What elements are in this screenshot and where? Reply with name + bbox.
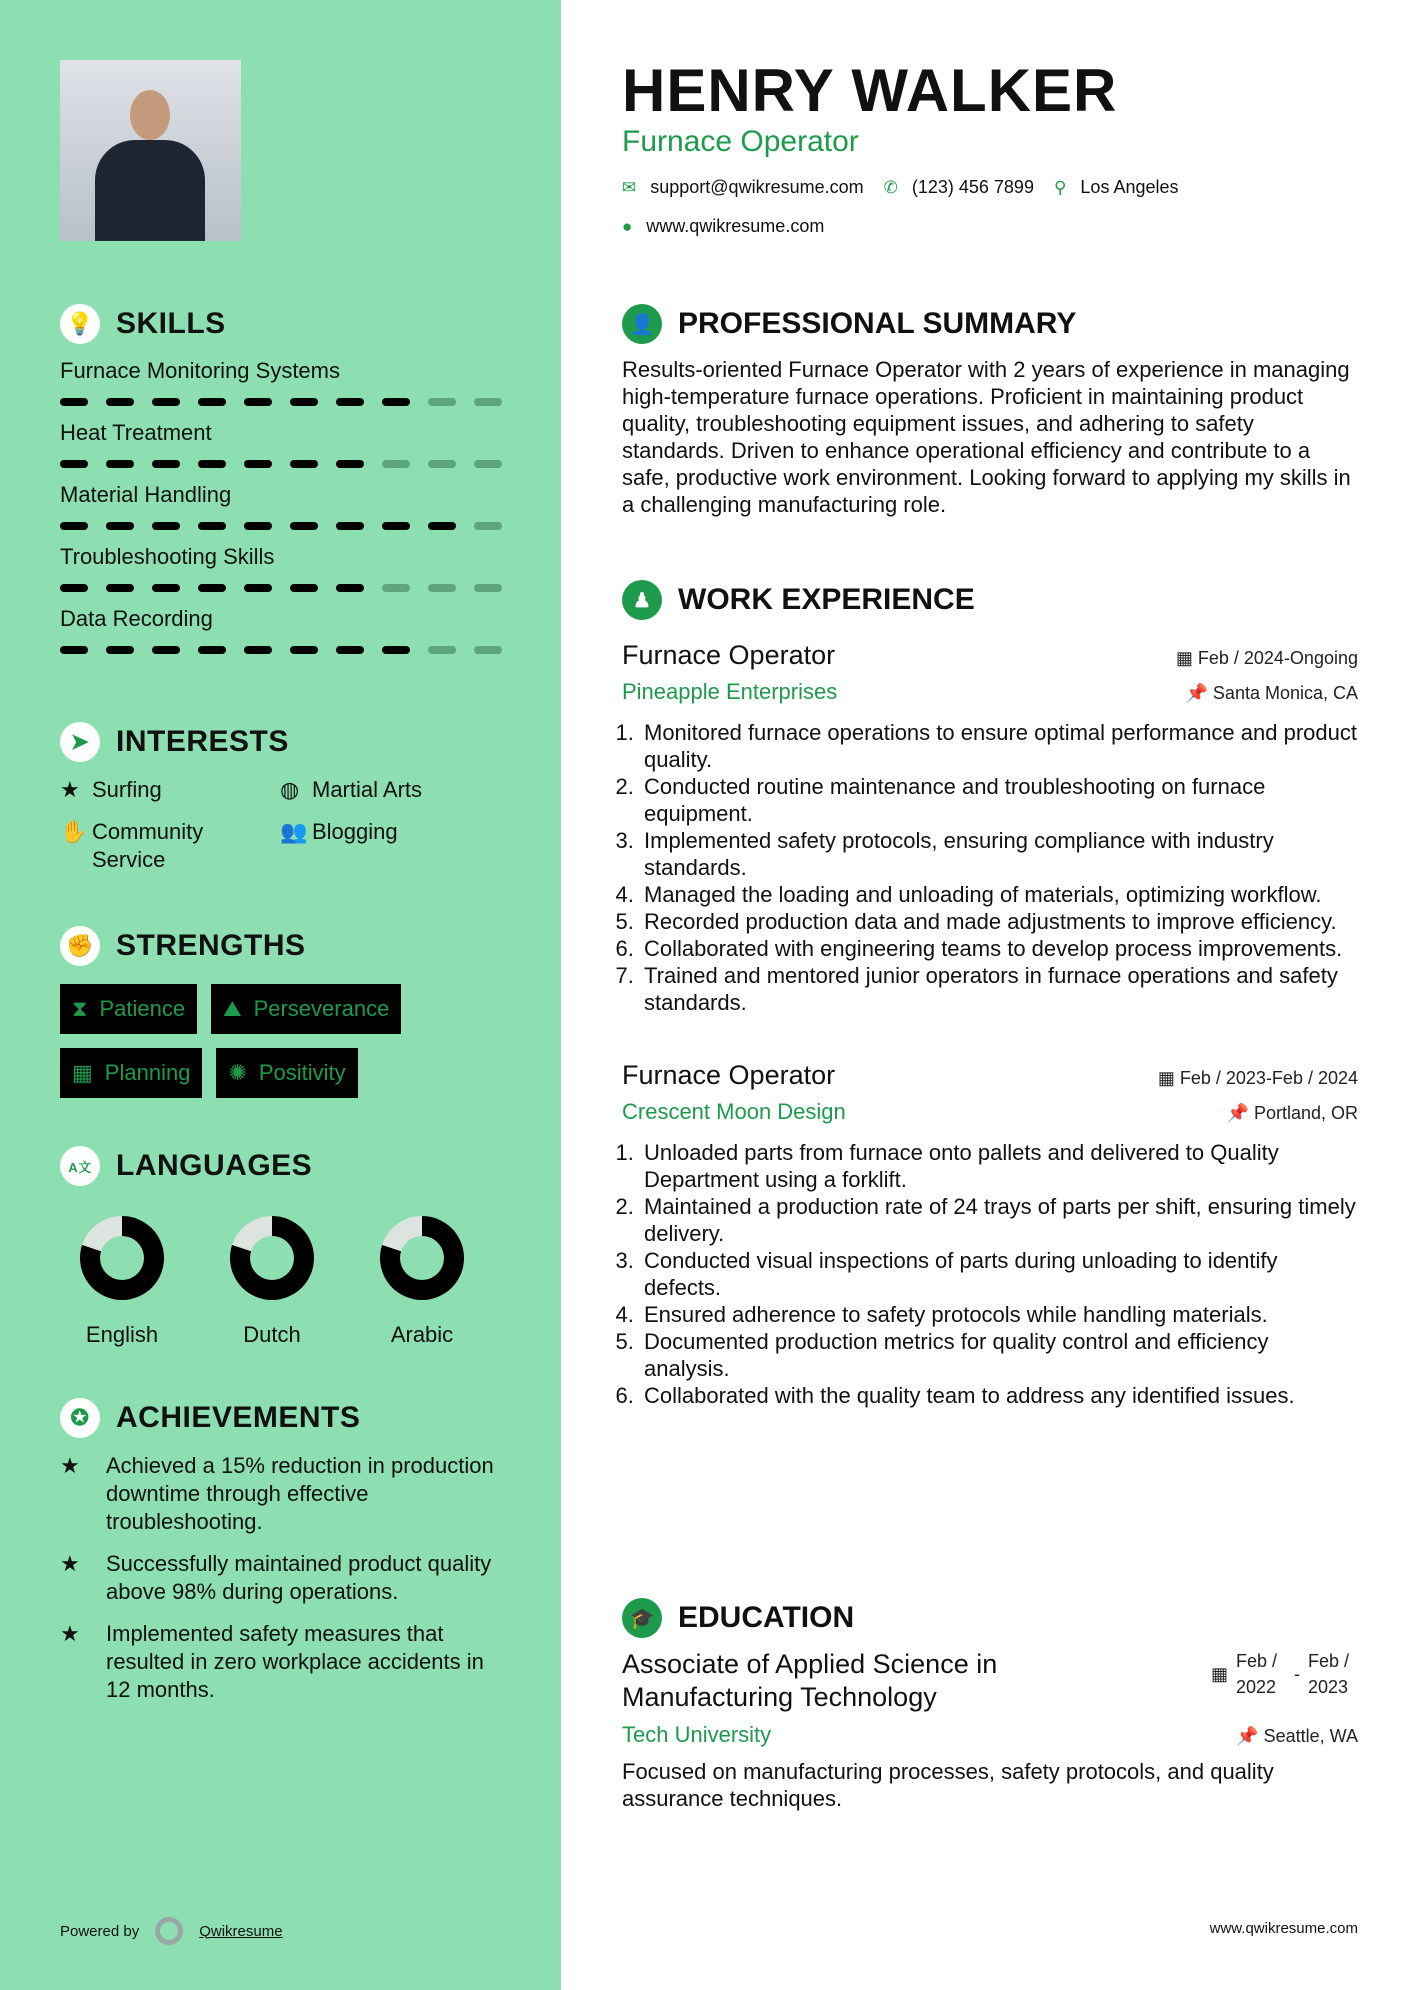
job-bullet: 1. Unloaded parts from furnace onto pallets and delivered to Quality Department using a forklift. [640,1139,1358,1193]
skill-dash [244,398,272,406]
job-dates: Feb / 2023-Feb / 2024 [1179,1068,1358,1088]
interest-item [280,818,500,874]
job-bullets [622,719,1358,1016]
languages-heading: LANGUAGES [116,1149,313,1182]
achievement-text: Implemented safety measures that resulted in zero workplace accidents in 12 months. [106,1621,484,1702]
language-icon: A文 [60,1146,100,1186]
skill-dash [152,398,180,406]
interest-label: Community Service [92,819,204,872]
skill-level-bar [60,584,502,592]
skills-section [60,304,502,654]
strengths-section [60,926,480,1098]
graduation-icon: 🎓 [622,1598,662,1638]
header [622,56,1358,237]
users-icon: 👥 [280,819,308,844]
skill-dash [336,522,364,530]
calendar-icon: ▦ [1157,1068,1180,1088]
skill-dash [428,522,456,530]
location-pin-icon: ⚲ [1053,177,1067,197]
job-dates: Feb / 2024-Ongoing [1197,648,1358,668]
strength-label: Perseverance [253,996,390,1021]
job-bullet: 2. Conducted routine maintenance and troubleshooting on furnace equipment. [640,773,1358,827]
skill-dash [106,522,134,530]
skill-dash [474,646,502,654]
achievements-heading: ACHIEVEMENTS [116,1401,361,1434]
phone: (123) 456 7899 [911,177,1034,197]
star-badge-icon: ✪ [60,1398,100,1438]
skill-dash [106,584,134,592]
skill-dash [106,646,134,654]
achievement-item [60,1452,500,1536]
strength-label: Patience [99,996,186,1021]
language-item [78,1216,166,1348]
skill-name: Data Recording [60,606,213,631]
skill-dash [336,460,364,468]
skill-level-bar [60,460,502,468]
hand-icon: ✋ [60,819,88,844]
skill-dash [244,522,272,530]
interest-label: Blogging [312,819,398,844]
road-icon: ⛰ [223,996,242,1021]
company-name: Crescent Moon Design [622,1099,846,1124]
summary-heading: PROFESSIONAL SUMMARY [678,307,1077,340]
language-item [378,1216,466,1348]
pin-icon: 📌 [1226,1103,1254,1123]
sidebar [0,0,561,1990]
job-bullet: 5. Documented production metrics for quality control and efficiency analysis. [640,1328,1358,1382]
experience-section [622,580,1358,1409]
skill-dash [152,522,180,530]
email[interactable]: support@qwikresume.com [650,177,864,197]
sun-icon: ✺ [228,1060,247,1085]
achievements-section [60,1398,500,1704]
globe-icon: ● [622,216,633,236]
pin-icon: 📌 [1236,1726,1259,1746]
language-level-donut [230,1216,314,1300]
education-heading: EDUCATION [678,1601,855,1634]
skill-name: Troubleshooting Skills [60,544,275,569]
skill-dash [428,460,456,468]
location: Los Angeles [1080,177,1179,197]
job-entry [622,1060,1358,1409]
powered-by-label: Powered by [60,1922,140,1940]
strength-label: Positivity [258,1060,346,1085]
education-text: Focused on manufacturing processes, safety protocols, and quality assurance techniques. [622,1759,1274,1811]
footer-website[interactable]: www.qwikresume.com [1209,1920,1358,1937]
briefcase-icon: ♟ [622,580,662,620]
skill-dash [198,522,226,530]
edu-location: Seattle, WA [1263,1726,1358,1746]
skill-dash [382,522,410,530]
job-bullet: 5. Recorded production data and made adjustments to improve efficiency. [640,908,1358,935]
qwikresume-link[interactable]: Qwikresume [199,1922,283,1940]
qwikresume-logo-icon [155,1917,183,1945]
job-bullets [622,1139,1358,1409]
company-name: Pineapple Enterprises [622,679,838,704]
star-icon: ★ [60,777,80,802]
skill-dash [382,460,410,468]
skill-dash [428,584,456,592]
calendar-icon: ▦ [72,1060,93,1085]
degree: Associate of Applied Science in Manufacturing Technology [622,1649,998,1712]
star-icon: ★ [60,1551,80,1576]
job-entry [622,640,1358,1016]
globe-icon: ◍ [280,777,300,802]
job-title: Furnace Operator [622,640,836,670]
strength-chip [60,1048,202,1098]
job-bullet: 6. Collaborated with engineering teams to develop process improvements. [640,935,1358,962]
job-bullet: 7. Trained and mentored junior operators in furnace operations and safety standards. [640,962,1358,1016]
skill-dash [474,522,502,530]
interests-section [60,722,500,874]
job-bullet: 6. Collaborated with the quality team to address any identified issues. [640,1382,1358,1409]
interest-label: Martial Arts [312,777,423,802]
interests-heading: INTERESTS [116,725,289,758]
skill-dash [198,460,226,468]
powered-by [60,1917,283,1945]
skills-heading: SKILLS [116,307,226,340]
skill-dash [428,398,456,406]
language-label: Dutch [243,1322,301,1347]
language-level-donut [80,1216,164,1300]
skill-name: Furnace Monitoring Systems [60,358,340,383]
language-level-donut [380,1216,464,1300]
skill-dash [474,398,502,406]
interest-item [280,776,500,804]
job-location: Portland, OR [1253,1103,1358,1123]
skill-dash [382,584,410,592]
website[interactable]: www.qwikresume.com [646,216,825,236]
skill-level-bar [60,646,502,654]
user-icon: 👤 [622,304,662,344]
language-label: Arabic [390,1322,454,1347]
skill-dash [244,460,272,468]
achievement-text: Achieved a 15% reduction in production downtime through effective troubleshooting. [106,1453,494,1534]
strengths-heading: STRENGTHS [116,929,306,962]
skill-dash [290,584,318,592]
skill-name: Material Handling [60,482,232,507]
candidate-name: HENRY WALKER [622,57,1118,124]
lightbulb-icon: 💡 [60,304,100,344]
skill-dash [60,460,88,468]
summary-section [622,304,1358,518]
calendar-icon: ▦ [1175,648,1198,668]
skill-dash [244,646,272,654]
skill-dash [60,522,88,530]
job-title: Furnace Operator [622,1060,836,1090]
job-bullet: 3. Conducted visual inspections of parts during unloading to identify defects. [640,1247,1358,1301]
skill-dash [198,584,226,592]
star-icon: ★ [60,1453,80,1478]
calendar-icon: ▦ [1210,1664,1228,1684]
skill-name: Heat Treatment [60,420,212,445]
edu-end: Feb / 2023 [1308,1651,1350,1697]
job-title: Furnace Operator [622,125,859,158]
skill-dash [152,584,180,592]
education-section: 🎓 EDUCATION Associate of Applied Science in Manufacturing Technology ▦ Feb / 2022 - Feb / 2023 Tech University 📌 Seattle, WA Focused on manufacturing processes, safety protocols, and quality assurance techniques. [622,1598,1358,1812]
profile-photo [60,60,241,241]
interest-item [60,818,280,874]
achievement-text: Successfully maintained product quality above 98% during operations. [106,1551,492,1604]
skill-dash [60,646,88,654]
edu-start: Feb / 2022 [1236,1651,1278,1697]
skill-dash [152,646,180,654]
paper-plane-icon: ➤ [60,722,100,762]
job-bullet: 2. Maintained a production rate of 24 trays of parts per shift, ensuring timely delivery. [640,1193,1358,1247]
skill-dash [244,584,272,592]
strength-chip [60,984,197,1034]
skill-dash [198,398,226,406]
job-bullet: 4. Managed the loading and unloading of materials, optimizing workflow. [640,881,1358,908]
job-location: Santa Monica, CA [1212,683,1358,703]
strength-chip [211,984,401,1034]
skill-dash [290,460,318,468]
school: Tech University [622,1722,772,1747]
skill-dash [336,646,364,654]
skill-dash [152,460,180,468]
skill-dash [290,398,318,406]
languages-section [60,1146,466,1348]
fist-icon: ✊ [60,926,100,966]
skill-level-bar [60,398,502,406]
interest-label: Surfing [92,777,162,802]
skill-level-bar [60,522,502,530]
skill-dash [474,460,502,468]
skill-dash [106,398,134,406]
strength-label: Planning [104,1060,191,1085]
skill-dash [106,460,134,468]
skill-dash [336,398,364,406]
skill-dash [198,646,226,654]
skill-dash [382,398,410,406]
hourglass-icon: ⧗ [72,996,88,1021]
skill-dash [290,646,318,654]
summary-text: Results-oriented Furnace Operator with 2 years of experience in managing high-temperature furnace operations. Proficient in maintaining product quality, troubleshooting equipment issues, and adhering to safety standards. Driven to enhance operational efficiency and contribute to a safe, productive work environment. Looking forward to applying my skills in a challenging manufacturing role. [622,357,1351,517]
job-bullet: 1. Monitored furnace operations to ensure optimal performance and product quality. [640,719,1358,773]
job-bullet: 3. Implemented safety protocols, ensuring compliance with industry standards. [640,827,1358,881]
strength-chip [216,1048,357,1098]
skill-dash [60,398,88,406]
job-bullet: 4. Ensured adherence to safety protocols while handling materials. [640,1301,1358,1328]
achievement-item [60,1550,500,1606]
phone-icon: ✆ [883,177,898,197]
skill-dash [428,646,456,654]
interest-item [60,776,280,804]
pin-icon: 📌 [1185,683,1213,703]
experience-heading: WORK EXPERIENCE [678,583,975,616]
star-icon: ★ [60,1621,80,1646]
skill-dash [290,522,318,530]
skill-dash [474,584,502,592]
email-icon: ✉ [622,177,637,197]
achievement-item [60,1620,500,1704]
skill-dash [60,584,88,592]
language-label: English [85,1322,159,1347]
skill-dash [336,584,364,592]
skill-dash [382,646,410,654]
language-item [228,1216,316,1348]
